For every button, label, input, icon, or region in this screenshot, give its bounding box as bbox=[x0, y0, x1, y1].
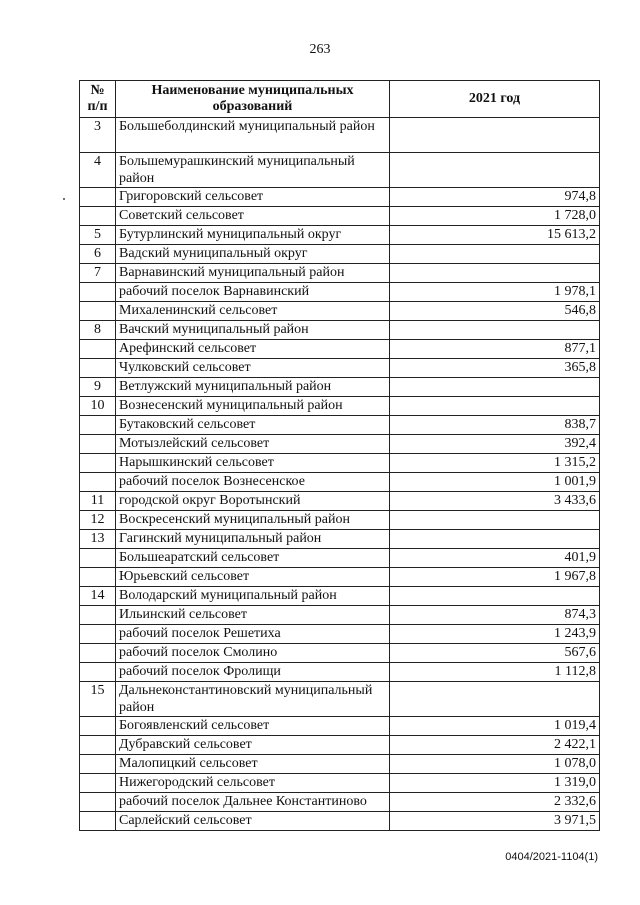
row-value bbox=[390, 245, 600, 264]
row-number bbox=[80, 606, 116, 625]
table-row bbox=[80, 378, 600, 397]
row-name: Михаленинский сельсовет bbox=[116, 302, 390, 321]
table-row bbox=[80, 397, 600, 416]
row-name: Мотызлейский сельсовет bbox=[116, 435, 390, 454]
table-row bbox=[80, 207, 600, 226]
table-row bbox=[80, 812, 600, 831]
row-value: 874,3 bbox=[390, 606, 600, 625]
table-row bbox=[80, 118, 600, 153]
row-number: 11 bbox=[80, 492, 116, 511]
row-number bbox=[80, 625, 116, 644]
row-name: Вознесенский муниципальный район bbox=[116, 397, 390, 416]
table-body bbox=[80, 118, 600, 831]
table-row bbox=[80, 549, 600, 568]
row-value: 2 332,6 bbox=[390, 793, 600, 812]
row-value bbox=[390, 118, 600, 153]
table-row bbox=[80, 302, 600, 321]
row-number: 12 bbox=[80, 511, 116, 530]
row-number: 15 bbox=[80, 682, 116, 717]
table-row bbox=[80, 264, 600, 283]
row-value: 1 319,0 bbox=[390, 774, 600, 793]
row-name: Советский сельсовет bbox=[116, 207, 390, 226]
row-number bbox=[80, 207, 116, 226]
table-row bbox=[80, 755, 600, 774]
row-number bbox=[80, 755, 116, 774]
table-row bbox=[80, 793, 600, 812]
table-row bbox=[80, 359, 600, 378]
row-name: рабочий поселок Решетиха bbox=[116, 625, 390, 644]
row-value: 1 243,9 bbox=[390, 625, 600, 644]
row-value: 1 728,0 bbox=[390, 207, 600, 226]
municipal-budget-table bbox=[79, 80, 600, 831]
row-number bbox=[80, 736, 116, 755]
row-number bbox=[80, 644, 116, 663]
row-name: Большемурашкинский муниципальный район bbox=[116, 153, 390, 188]
table-row bbox=[80, 226, 600, 245]
row-number: 13 bbox=[80, 530, 116, 549]
row-name: рабочий поселок Варнавинский bbox=[116, 283, 390, 302]
row-number bbox=[80, 568, 116, 587]
row-name: Ильинский сельсовет bbox=[116, 606, 390, 625]
table-row bbox=[80, 435, 600, 454]
row-number bbox=[80, 340, 116, 359]
table-row bbox=[80, 153, 600, 188]
table-row bbox=[80, 321, 600, 340]
row-number: 14 bbox=[80, 587, 116, 606]
table-row bbox=[80, 473, 600, 492]
table-row bbox=[80, 587, 600, 606]
row-name: Нарышкинский сельсовет bbox=[116, 454, 390, 473]
row-name: рабочий поселок Фролищи bbox=[116, 663, 390, 682]
row-value bbox=[390, 682, 600, 717]
row-number: 9 bbox=[80, 378, 116, 397]
row-value bbox=[390, 530, 600, 549]
table-row bbox=[80, 568, 600, 587]
row-name: Сарлейский сельсовет bbox=[116, 812, 390, 831]
row-value: 3 433,6 bbox=[390, 492, 600, 511]
row-name: Гагинский муниципальный район bbox=[116, 530, 390, 549]
row-value: 401,9 bbox=[390, 549, 600, 568]
row-number: 8 bbox=[80, 321, 116, 340]
row-value: 15 613,2 bbox=[390, 226, 600, 245]
row-value: 1 112,8 bbox=[390, 663, 600, 682]
row-number bbox=[80, 549, 116, 568]
row-name: рабочий поселок Вознесенское bbox=[116, 473, 390, 492]
row-value: 2 422,1 bbox=[390, 736, 600, 755]
row-number bbox=[80, 717, 116, 736]
row-number bbox=[80, 793, 116, 812]
scan-speck bbox=[63, 198, 65, 200]
row-value: 546,8 bbox=[390, 302, 600, 321]
row-name: Дубравский сельсовет bbox=[116, 736, 390, 755]
row-number bbox=[80, 359, 116, 378]
row-number: 3 bbox=[80, 118, 116, 153]
row-value bbox=[390, 511, 600, 530]
row-number bbox=[80, 812, 116, 831]
row-number bbox=[80, 416, 116, 435]
row-name: Вачский муниципальный район bbox=[116, 321, 390, 340]
header-name: Наименование муниципальных образований bbox=[116, 81, 390, 118]
row-value: 1 019,4 bbox=[390, 717, 600, 736]
table-row bbox=[80, 717, 600, 736]
row-value: 392,4 bbox=[390, 435, 600, 454]
row-value: 1 978,1 bbox=[390, 283, 600, 302]
table-row bbox=[80, 416, 600, 435]
row-name: Варнавинский муниципальный район bbox=[116, 264, 390, 283]
row-name: Малопицкий сельсовет bbox=[116, 755, 390, 774]
row-number bbox=[80, 663, 116, 682]
row-value bbox=[390, 264, 600, 283]
table-row bbox=[80, 340, 600, 359]
row-value: 1 078,0 bbox=[390, 755, 600, 774]
row-number bbox=[80, 283, 116, 302]
row-name: Большеаратский сельсовет bbox=[116, 549, 390, 568]
row-name: Бутурлинский муниципальный округ bbox=[116, 226, 390, 245]
row-value bbox=[390, 378, 600, 397]
row-name: Володарский муниципальный район bbox=[116, 587, 390, 606]
row-value: 1 001,9 bbox=[390, 473, 600, 492]
table-row bbox=[80, 644, 600, 663]
document-code: 0404/2021-1104(1) bbox=[505, 851, 598, 863]
row-value: 974,8 bbox=[390, 188, 600, 207]
table-row bbox=[80, 606, 600, 625]
row-number bbox=[80, 454, 116, 473]
row-value bbox=[390, 321, 600, 340]
table-row bbox=[80, 511, 600, 530]
page-number: 263 bbox=[309, 42, 331, 57]
row-number: 10 bbox=[80, 397, 116, 416]
row-value: 838,7 bbox=[390, 416, 600, 435]
row-name: Вадский муниципальный округ bbox=[116, 245, 390, 264]
row-name: городской округ Воротынский bbox=[116, 492, 390, 511]
row-value: 1 315,2 bbox=[390, 454, 600, 473]
row-number: 4 bbox=[80, 153, 116, 188]
row-number: 6 bbox=[80, 245, 116, 264]
row-name: Ветлужский муниципальный район bbox=[116, 378, 390, 397]
header-year: 2021 год bbox=[390, 81, 600, 118]
table-row bbox=[80, 625, 600, 644]
row-name: рабочий поселок Смолино bbox=[116, 644, 390, 663]
row-name: Богоявленский сельсовет bbox=[116, 717, 390, 736]
table-row bbox=[80, 283, 600, 302]
row-number bbox=[80, 473, 116, 492]
row-number bbox=[80, 774, 116, 793]
row-name: Арефинский сельсовет bbox=[116, 340, 390, 359]
row-number: 7 bbox=[80, 264, 116, 283]
table-row bbox=[80, 736, 600, 755]
row-number: 5 bbox=[80, 226, 116, 245]
row-value: 365,8 bbox=[390, 359, 600, 378]
row-value bbox=[390, 397, 600, 416]
row-number bbox=[80, 435, 116, 454]
row-name: Бутаковский сельсовет bbox=[116, 416, 390, 435]
row-number bbox=[80, 188, 116, 207]
row-name: Дальнеконстантиновский муниципальный район bbox=[116, 682, 390, 717]
row-value bbox=[390, 153, 600, 188]
row-name: Григоровский сельсовет bbox=[116, 188, 390, 207]
table-row bbox=[80, 682, 600, 717]
table-row bbox=[80, 774, 600, 793]
row-name: Большеболдинский муниципальный район bbox=[116, 118, 390, 153]
table-header-row bbox=[80, 81, 600, 118]
row-value: 3 971,5 bbox=[390, 812, 600, 831]
row-value: 877,1 bbox=[390, 340, 600, 359]
row-value: 567,6 bbox=[390, 644, 600, 663]
table-row bbox=[80, 492, 600, 511]
row-name: Юрьевский сельсовет bbox=[116, 568, 390, 587]
row-name: Воскресенский муниципальный район bbox=[116, 511, 390, 530]
row-value bbox=[390, 587, 600, 606]
table-row bbox=[80, 530, 600, 549]
row-name: Чулковский сельсовет bbox=[116, 359, 390, 378]
table-row bbox=[80, 245, 600, 264]
row-value: 1 967,8 bbox=[390, 568, 600, 587]
row-name: Нижегородский сельсовет bbox=[116, 774, 390, 793]
table-row bbox=[80, 188, 600, 207]
header-number: № п/п bbox=[80, 81, 116, 118]
table-row bbox=[80, 454, 600, 473]
row-name: рабочий поселок Дальнее Константиново bbox=[116, 793, 390, 812]
table-row bbox=[80, 663, 600, 682]
row-number bbox=[80, 302, 116, 321]
